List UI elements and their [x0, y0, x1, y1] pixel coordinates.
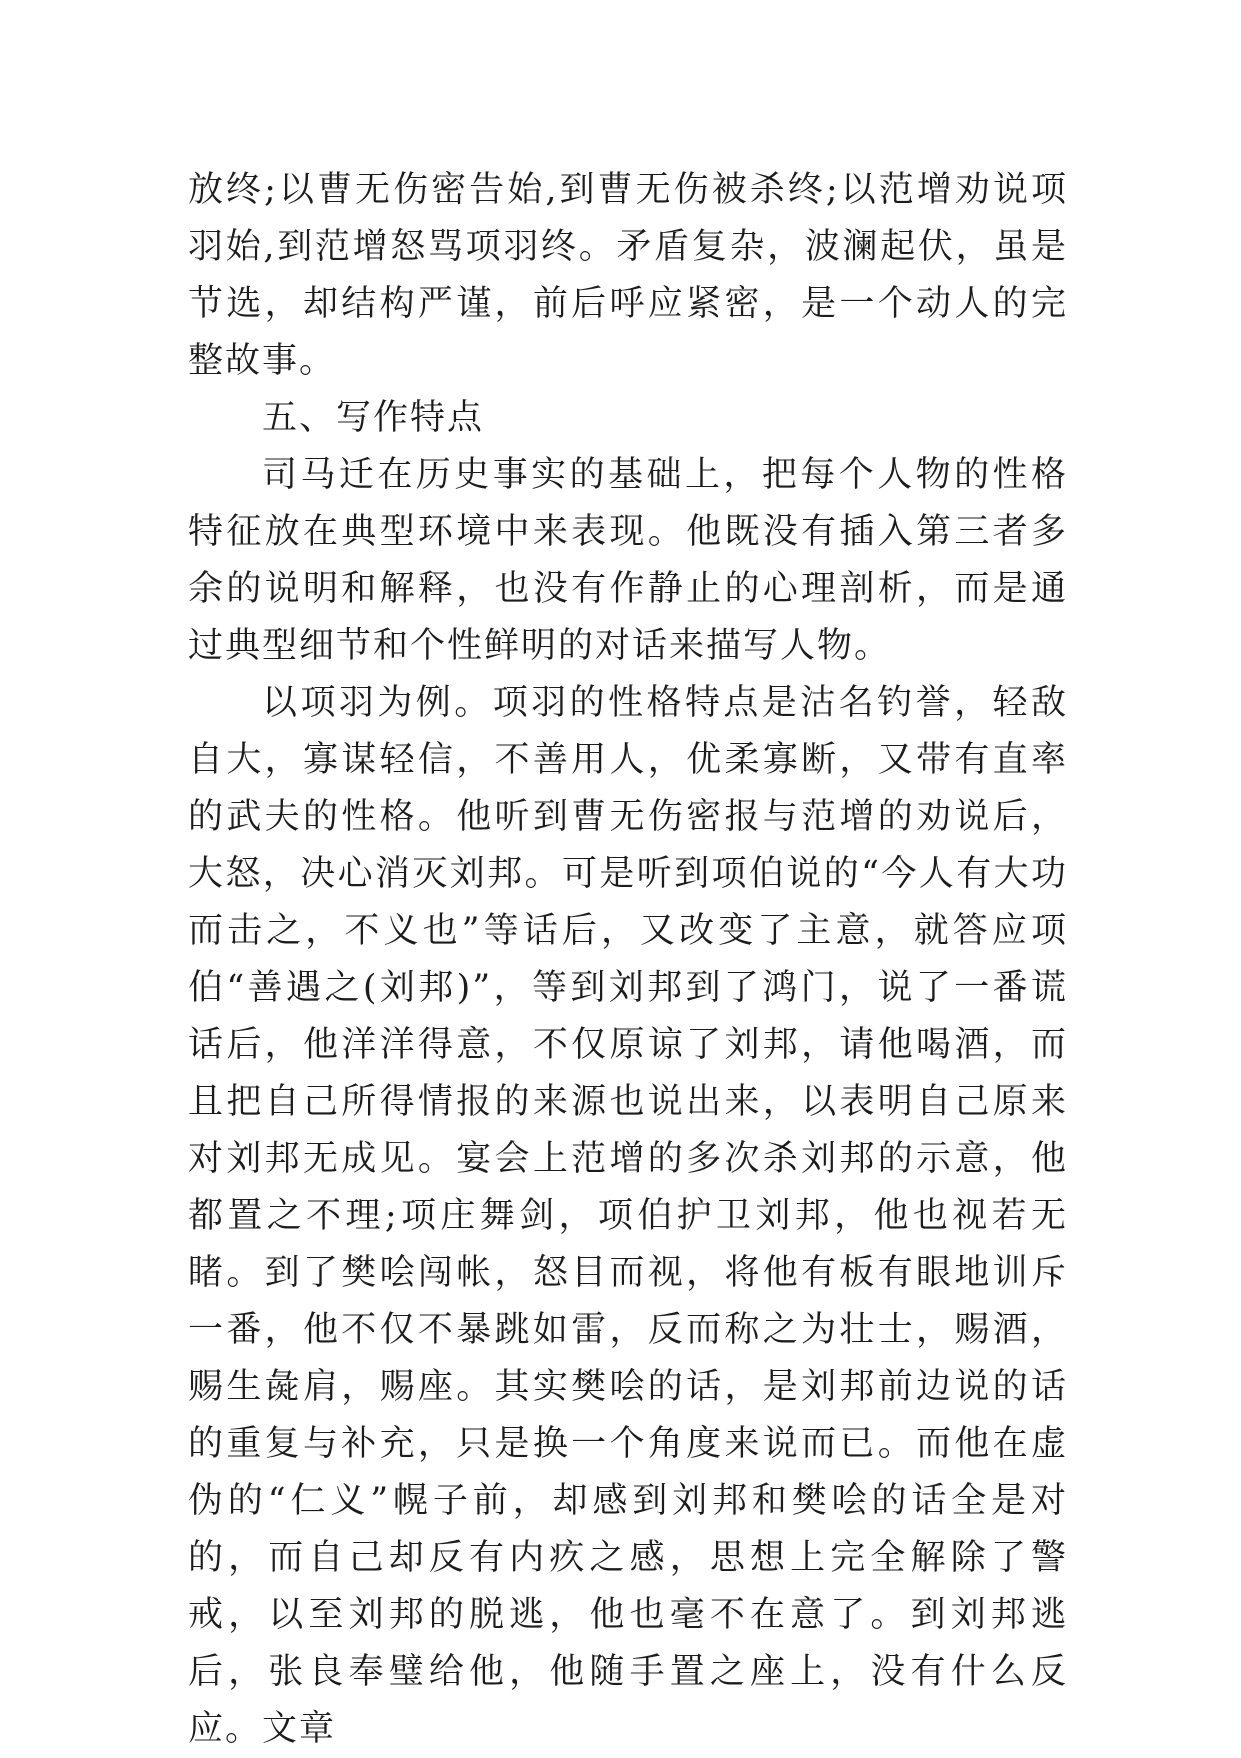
section-heading: 五、写作特点 [262, 398, 485, 438]
paragraph: 以项羽为例。项羽的性格特点是沽名钓誉，轻敌自大，寡谋轻信，不善用人，优柔寡断，又带有直率的武夫的性格。他听到曹无伤密报与范增的劝说后，大怒，决心消灭刘邦。可是听到项伯说的“今人有大功而击之，不义也”等话后，又改变了主意，就答应项伯“善遇之(刘邦)”，等到刘邦到了鸿门，说了一番谎话后，他洋洋得意，不仅原谅了刘邦，请他喝酒，而且把自己所得情报的来源也说出来，以表明自己原来对刘邦无成见。宴会上范增的多次杀刘邦的示意，他都置之不理;项庄舞剑，项伯护卫刘邦，他也视若无睹。到了樊哙闯帐，怒目而视，将他有板有眼地训斥一番，他不仅不暴跳如雷，反而称之为壮士，赐酒，赐生彘肩，赐座。其实樊哙的话，是刘邦前边说的话的重复与补充，只是换一个角度来说而已。而他在虚伪的“仁义”幌子前，却感到刘邦和樊哙的话全是对的，而自己却反有内疚之感，思想上完全解除了警戒，以至刘邦的脱逃，他也毫不在意了。到刘邦逃后，张良奉璧给他，他随手置之座上，没有什么反应。文章 [188, 683, 1068, 1749]
document-body [188, 162, 1068, 1758]
paragraph-continuation: 放终;以曹无伤密告始,到曹无伤被杀终;以范增劝说项羽始,到范增怒骂项羽终。矛盾复杂，波澜起伏，虽是节选，却结构严谨，前后呼应紧密，是一个动人的完整故事。 [188, 170, 1068, 381]
paragraph: 司马迁在历史事实的基础上，把每个人物的性格特征放在典型环境中来表现。他既没有插入第三者多余的说明和解释，也没有作静止的心理剖析，而是通过典型细节和个性鲜明的对话来描写人物。 [188, 455, 1068, 666]
